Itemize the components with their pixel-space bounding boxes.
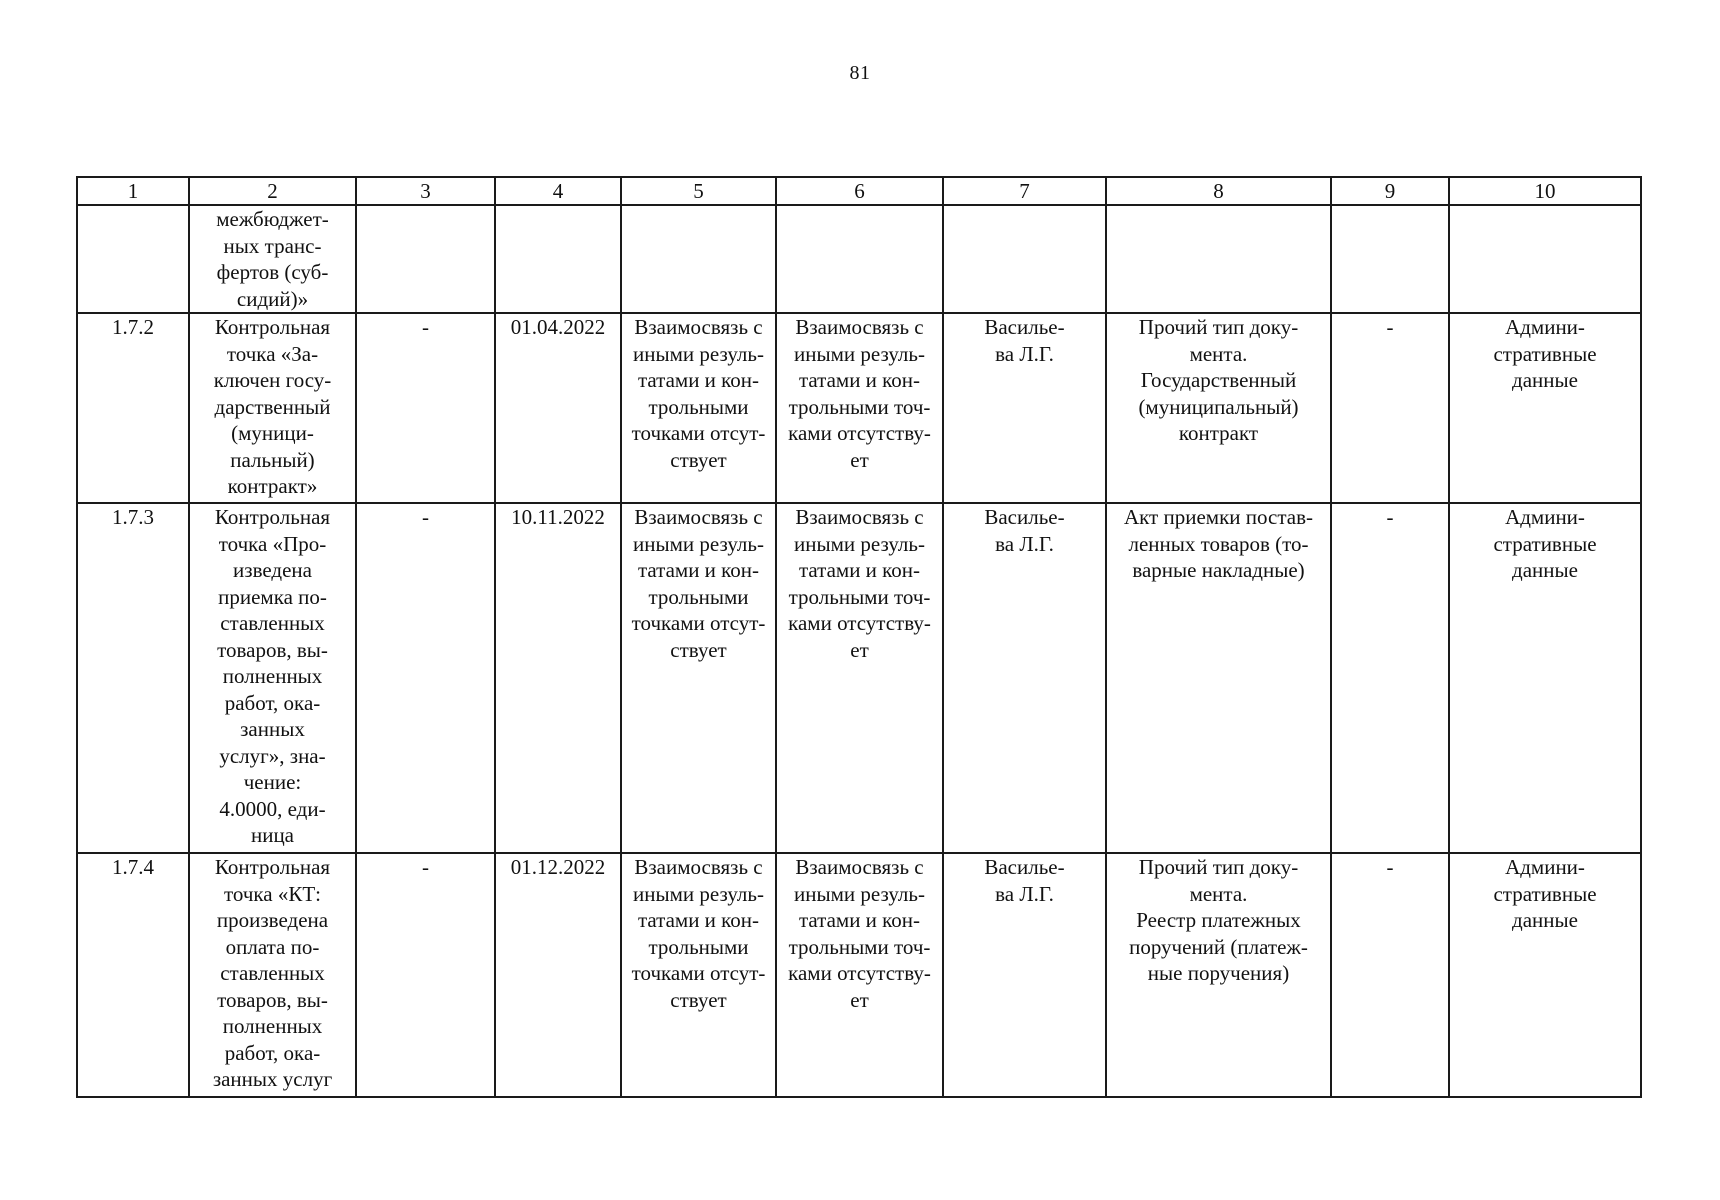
cell-line: работ, ока- <box>224 690 321 715</box>
cell-responsible-person <box>943 503 1106 853</box>
cell-line: Админи- <box>1505 505 1585 529</box>
cell-event-name <box>189 205 356 313</box>
cell-line: ница <box>250 823 295 847</box>
cell-line: точками отсут- <box>631 421 766 445</box>
cell-line: татами и кон- <box>798 558 921 582</box>
cell-line: Взаимосвязь с <box>634 505 763 529</box>
cell-line: оплата по- <box>225 934 320 959</box>
cell-text: 10.11.2022 <box>511 505 605 529</box>
table-row <box>77 313 1641 503</box>
cell-line: ствует <box>670 447 727 472</box>
cell-line: Взаимосвязь с <box>634 315 763 339</box>
column-header-4: 4 <box>495 177 621 205</box>
cell-information-system <box>1331 205 1449 313</box>
page-number: 81 <box>849 62 871 84</box>
cell-line: точками отсут- <box>631 961 766 985</box>
cell-document-type <box>1106 205 1331 313</box>
cell-line: ет <box>850 987 869 1012</box>
cell-line: мента. <box>1189 341 1248 366</box>
cell-event-name <box>189 313 356 503</box>
cell-successor-relation <box>776 853 943 1097</box>
cell-due-date <box>495 853 621 1097</box>
cell-predecessor-relation <box>621 313 776 503</box>
cell-predecessor-relation <box>621 503 776 853</box>
column-header-2: 2 <box>189 177 356 205</box>
cell-text: - <box>1386 315 1394 339</box>
table-row <box>77 205 1641 313</box>
cell-line: ставленных <box>220 611 325 635</box>
cell-line: услуг», зна- <box>219 743 326 768</box>
cell-line: полненных <box>222 664 323 688</box>
cell-text: - <box>1386 855 1394 879</box>
cell-line: ва Л.Г. <box>995 341 1054 366</box>
column-header-9: 9 <box>1331 177 1449 205</box>
cell-line: стративные <box>1493 531 1597 556</box>
cell-line: мента. <box>1189 881 1248 906</box>
cell-line: Реестр платежных <box>1136 908 1301 932</box>
cell-due-date <box>495 205 621 313</box>
cell-line: татами и кон- <box>637 558 760 582</box>
cell-line: товаров, вы- <box>217 987 328 1012</box>
cell-line: трольными <box>648 584 749 609</box>
cell-predecessor-relation <box>621 205 776 313</box>
cell-line: ками отсутству- <box>788 961 931 985</box>
cell-due-date <box>495 503 621 853</box>
cell-document-type <box>1106 853 1331 1097</box>
cell-line: Админи- <box>1505 855 1585 879</box>
cell-data-source <box>1449 853 1641 1097</box>
cell-responsible-person <box>943 205 1106 313</box>
cell-information-system <box>1331 313 1449 503</box>
cell-successor-relation <box>776 503 943 853</box>
cell-document-type <box>1106 313 1331 503</box>
cell-line: ствует <box>670 637 727 662</box>
cell-line: точка «Про- <box>218 531 327 556</box>
cell-line: ставленных <box>220 961 325 985</box>
cell-text: - <box>1386 505 1394 529</box>
cell-data-source <box>1449 313 1641 503</box>
cell-text: 1.7.4 <box>112 855 154 879</box>
cell-line: пальный) <box>230 447 315 472</box>
cell-line: иными резуль- <box>633 531 764 556</box>
cell-line: татами и кон- <box>798 368 921 392</box>
cell-information-system <box>1331 503 1449 853</box>
cell-line: произведена <box>216 908 329 932</box>
cell-line: (муници- <box>231 421 314 445</box>
cell-due-date <box>495 313 621 503</box>
column-header-10: 10 <box>1449 177 1641 205</box>
cell-line: стративные <box>1493 341 1597 366</box>
column-header-7: 7 <box>943 177 1106 205</box>
cell-row-number <box>77 313 189 503</box>
cell-line: Василье- <box>984 505 1065 529</box>
cell-line: Государственный <box>1140 368 1297 392</box>
cell-line: межбюджет- <box>216 207 329 231</box>
cell-line: ва Л.Г. <box>995 531 1054 556</box>
cell-row-number <box>77 503 189 853</box>
cell-line: ленных товаров (то- <box>1128 531 1309 556</box>
cell-line: ключен госу- <box>213 368 332 392</box>
cell-line: контракт» <box>227 474 318 498</box>
cell-line: (муниципальный) <box>1138 394 1299 419</box>
cell-event-name <box>189 853 356 1097</box>
cell-text: 01.12.2022 <box>510 855 606 879</box>
cell-text: - <box>422 855 429 879</box>
cell-line: контракт <box>1178 421 1259 445</box>
cell-line: точка «КТ: <box>223 881 322 906</box>
cell-line: ет <box>850 447 869 472</box>
cell-line: стративные <box>1493 881 1597 906</box>
cell-line: товаров, вы- <box>217 637 328 662</box>
cell-line: работ, ока- <box>224 1040 321 1065</box>
table-row <box>77 853 1641 1097</box>
cell-predecessor-relation <box>621 853 776 1097</box>
cell-base-value <box>356 853 495 1097</box>
cell-line: данные <box>1512 558 1578 582</box>
cell-line: трольными <box>648 394 749 419</box>
cell-line: Взаимосвязь с <box>795 505 924 529</box>
cell-line: ками отсутству- <box>788 421 931 445</box>
column-header-6: 6 <box>776 177 943 205</box>
column-header-8: 8 <box>1106 177 1331 205</box>
cell-line: дарственный <box>214 394 331 419</box>
cell-base-value <box>356 503 495 853</box>
cell-line: Контрольная <box>214 315 331 339</box>
cell-responsible-person <box>943 313 1106 503</box>
cell-line: варные накладные) <box>1132 558 1305 582</box>
cell-line: ками отсутству- <box>788 611 931 635</box>
cell-responsible-person <box>943 853 1106 1097</box>
cell-line: татами и кон- <box>637 368 760 392</box>
cell-line: полненных <box>222 1014 323 1038</box>
cell-line: Прочий тип доку- <box>1138 315 1299 339</box>
cell-line: ных транс- <box>223 233 322 258</box>
cell-line: трольными точ- <box>788 394 931 419</box>
cell-base-value <box>356 313 495 503</box>
cell-line: Админи- <box>1505 315 1585 339</box>
cell-line: Взаимосвязь с <box>795 315 924 339</box>
cell-line: трольными точ- <box>788 584 931 609</box>
cell-information-system <box>1331 853 1449 1097</box>
cell-line: данные <box>1512 368 1578 392</box>
cell-row-number <box>77 205 189 313</box>
cell-line: трольными <box>648 934 749 959</box>
cell-successor-relation <box>776 313 943 503</box>
cell-line: Василье- <box>984 855 1065 879</box>
cell-line: Прочий тип доку- <box>1138 855 1299 879</box>
cell-line: иными резуль- <box>794 531 925 556</box>
cell-line: поручений (платеж- <box>1129 934 1308 959</box>
cell-line: данные <box>1512 908 1578 932</box>
cell-line: трольными точ- <box>788 934 931 959</box>
cell-successor-relation <box>776 205 943 313</box>
cell-event-name <box>189 503 356 853</box>
cell-line: 4.0000, еди- <box>219 796 326 821</box>
cell-line: точками отсут- <box>631 611 766 635</box>
cell-line: Взаимосвязь с <box>795 855 924 879</box>
cell-base-value <box>356 205 495 313</box>
cell-line: фертов (суб- <box>216 260 329 284</box>
cell-line: татами и кон- <box>637 908 760 932</box>
cell-line: иными резуль- <box>794 881 925 906</box>
cell-line: Василье- <box>984 315 1065 339</box>
cell-line: Контрольная <box>214 505 331 529</box>
cell-row-number <box>77 853 189 1097</box>
table-row <box>77 503 1641 853</box>
cell-line: ствует <box>670 987 727 1012</box>
cell-text: 1.7.2 <box>112 315 154 339</box>
cell-data-source <box>1449 503 1641 853</box>
column-header-1: 1 <box>77 177 189 205</box>
cell-line: ва Л.Г. <box>995 881 1054 906</box>
control-points-table <box>76 176 1642 1098</box>
column-header-3: 3 <box>356 177 495 205</box>
cell-data-source <box>1449 205 1641 313</box>
column-header-5: 5 <box>621 177 776 205</box>
cell-line: чение: <box>243 770 302 794</box>
cell-text: - <box>422 315 429 339</box>
cell-line: изведена <box>233 558 312 582</box>
cell-line: иными резуль- <box>633 881 764 906</box>
cell-text: 1.7.3 <box>112 505 154 529</box>
cell-line: занных услуг <box>212 1067 333 1091</box>
column-number-row <box>77 177 1641 205</box>
cell-text: - <box>422 505 429 529</box>
cell-line: Взаимосвязь с <box>634 855 763 879</box>
cell-line: Контрольная <box>214 855 331 879</box>
cell-line: точка «За- <box>226 341 319 366</box>
cell-line: Акт приемки постав- <box>1123 505 1314 529</box>
cell-document-type <box>1106 503 1331 853</box>
cell-line: занных <box>240 717 305 741</box>
cell-line: сидий)» <box>236 286 309 311</box>
cell-text: 01.04.2022 <box>510 315 606 339</box>
cell-line: ные поручения) <box>1147 961 1290 985</box>
cell-line: татами и кон- <box>798 908 921 932</box>
cell-line: приемка по- <box>218 584 327 609</box>
cell-line: ет <box>850 637 869 662</box>
cell-line: иными резуль- <box>794 341 925 366</box>
cell-line: иными резуль- <box>633 341 764 366</box>
